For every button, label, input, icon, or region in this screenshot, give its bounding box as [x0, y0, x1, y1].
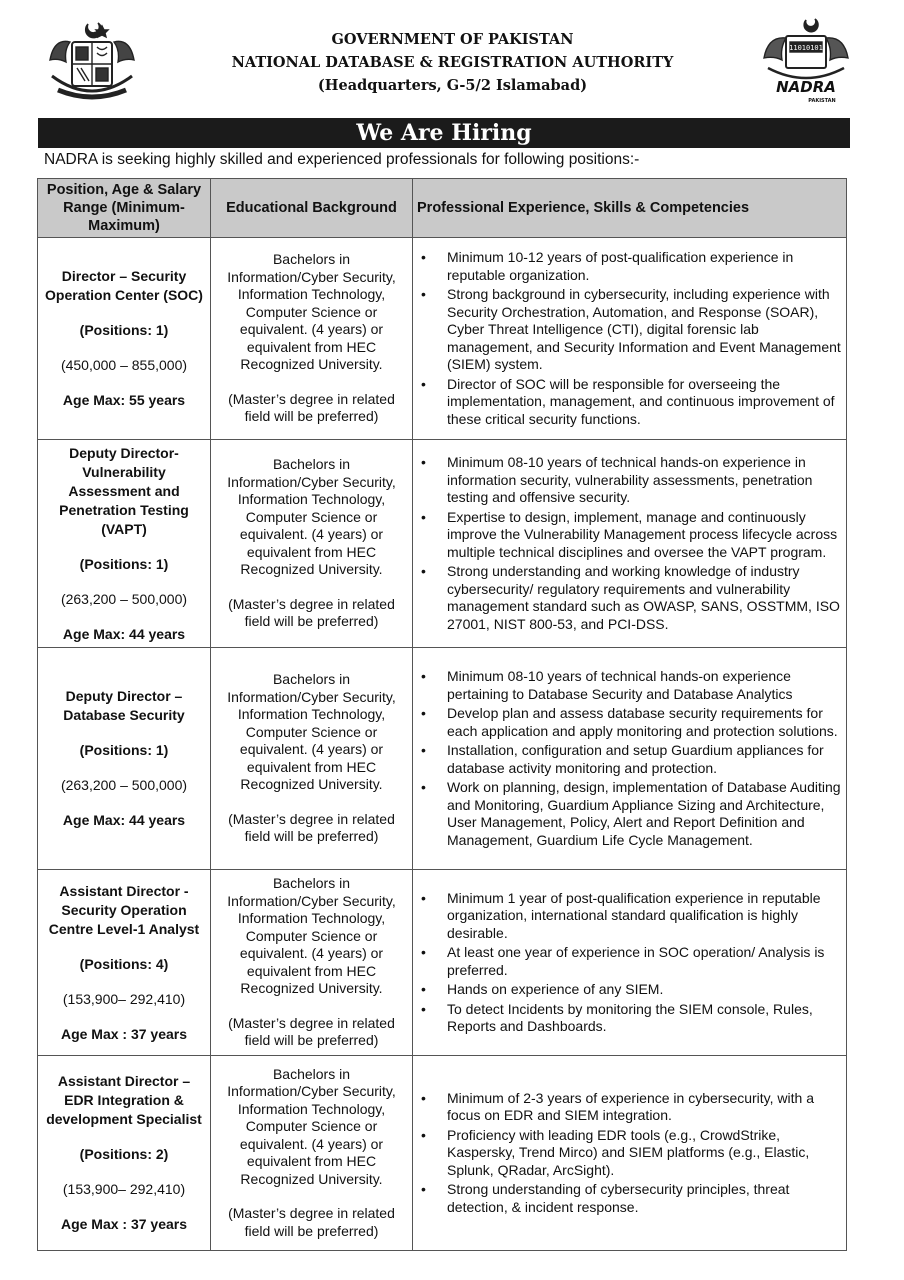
header-address: (Headquarters, G-5/2 Islamabad) — [317, 77, 588, 94]
experience-cell — [413, 870, 847, 1056]
position-title: Assistant Director – EDR Integration & development Specialist — [46, 1073, 202, 1127]
position-count: (Positions: 2) — [79, 1146, 169, 1162]
education-cell — [211, 1056, 413, 1251]
experience-bullet: • Expertise to design, implement, manage and continuously improve the Vulnerability Management process lifecycle across multiple technical disciplines and oversee the VAPT program. — [417, 509, 844, 562]
position-title: Assistant Director - Security Operation Centre Level-1 Analyst — [48, 882, 200, 937]
age-max: Age Max : 37 years — [60, 1216, 188, 1232]
experience-list — [417, 668, 844, 849]
experience-bullet: • Strong understanding of cybersecurity principles, threat detection, & incident response. — [417, 1181, 844, 1216]
government-emblem-icon — [44, 20, 140, 106]
position-count: (Positions: 4) — [79, 955, 169, 972]
column-header-education: Educational Background — [211, 179, 413, 238]
preferred-degree-note: (Master’s degree in related field will be preferred) — [228, 1014, 395, 1049]
education-text: Bachelors in Information/Cyber Security, Information Technology, Computer Science or equivalent. (4 years) or equivalent from HEC Recognized University. — [227, 671, 396, 793]
preferred-degree-note: (Master’s degree in related field will be preferred) — [228, 1205, 395, 1239]
experience-bullet: • Strong understanding and working knowledge of industry cybersecurity/ regulatory requirements and vulnerability management standard such as OWASP, SANS, OSSTMM, ISO 27001, NIST 800-53, and PCI-DSS. — [417, 563, 844, 633]
experience-bullet: • Minimum 08-10 years of technical hands-on experience in information security, vulnerability assessments, penetration testing and offensive security. — [417, 454, 844, 507]
experience-bullet: • Proficiency with leading EDR tools (e.g., CrowdStrike, Kaspersky, Trend Mirco) and SIEM platforms (e.g., Elastic, Splunk, QRadar, ArcSight). — [417, 1127, 844, 1180]
salary-range: (153,900– 292,410) — [62, 990, 186, 1007]
education-text: Bachelors in Information/Cyber Security, Information Technology, Computer Science or equivalent. (4 years) or equivalent from HEC Recognized University. — [227, 1065, 396, 1187]
preferred-degree-note: (Master’s degree in related field will be preferred) — [228, 390, 395, 425]
experience-bullet: • Strong background in cybersecurity, including experience with Security Orchestration, Automation, and Response (SOAR), Cyber Threat Intelligence (CTI), digital forensic lab management, and Security Information and Event Management (SIEM) system. — [417, 286, 844, 374]
preferred-degree-note: (Master’s degree in related field will be preferred) — [228, 810, 395, 845]
position-cell — [38, 870, 211, 1056]
experience-bullet: • Installation, configuration and setup Guardium appliances for database activity monitoring and protection. — [417, 742, 844, 777]
experience-bullet: • Minimum 1 year of post-qualification experience in reputable organization, international standard qualification is highly desirable. — [417, 890, 844, 943]
position-cell — [38, 1056, 211, 1251]
positions-table — [37, 178, 847, 1251]
education-cell — [211, 870, 413, 1056]
experience-bullet: • Work on planning, design, implementation of Database Auditing and Monitoring, Guardium Appliance Sizing and Architecture, User Management, Policy, Alert and Report Definition and Management, Guardium Life Cycle Management. — [417, 779, 844, 849]
position-cell — [38, 648, 211, 870]
experience-list — [417, 890, 844, 1036]
age-max: Age Max : 37 years — [60, 1025, 188, 1042]
position-count: (Positions: 1) — [79, 555, 169, 572]
table-row — [38, 238, 847, 440]
table-row — [38, 648, 847, 870]
experience-bullet: • To detect Incidents by monitoring the SIEM console, Rules, Reports and Dashboards. — [417, 1001, 844, 1036]
hiring-banner: We Are Hiring — [38, 118, 850, 148]
experience-bullet: • Director of SOC will be responsible for overseeing the implementation, management, and continuous improvement of these critical security functions. — [417, 376, 844, 429]
education-cell — [211, 238, 413, 440]
preferred-degree-note: (Master’s degree in related field will be preferred) — [228, 595, 395, 630]
experience-bullet: • Minimum 10-12 years of post-qualification experience in reputable organization. — [417, 249, 844, 284]
experience-cell — [413, 1056, 847, 1251]
education-text: Bachelors in Information/Cyber Security, Information Technology, Computer Science or equivalent. (4 years) or equivalent from HEC Recognized University. — [227, 456, 396, 578]
svg-text:11010101: 11010101 — [789, 44, 823, 52]
table-row — [38, 1056, 847, 1251]
education-cell — [211, 648, 413, 870]
position-count: (Positions: 1) — [79, 322, 169, 338]
experience-bullet: • Minimum of 2-3 years of experience in cybersecurity, with a focus on EDR and SIEM integration. — [417, 1090, 844, 1125]
experience-list — [417, 454, 844, 633]
position-cell — [38, 238, 211, 440]
salary-range: (263,200 – 500,000) — [60, 590, 188, 607]
experience-bullet: • Develop plan and assess database security requirements for each application and apply monitoring and protection solutions. — [417, 705, 844, 740]
nadra-logo-subtext: PAKISTAN — [808, 98, 836, 104]
education-text: Bachelors in Information/Cyber Security, Information Technology, Computer Science or equivalent. (4 years) or equivalent from HEC Recognized University. — [227, 251, 396, 373]
experience-bullet: • Hands on experience of any SIEM. — [417, 981, 844, 999]
experience-cell — [413, 440, 847, 648]
experience-list — [417, 249, 844, 428]
nadra-logo — [756, 18, 856, 110]
position-title: Deputy Director – Database Security — [63, 688, 185, 723]
experience-list — [417, 1090, 844, 1217]
salary-range: (450,000 – 855,000) — [60, 357, 188, 373]
salary-range: (153,900– 292,410) — [62, 1181, 186, 1197]
experience-bullet: • At least one year of experience in SOC operation/ Analysis is preferred. — [417, 944, 844, 979]
header-government: GOVERNMENT OF PAKISTAN — [331, 31, 574, 48]
position-cell — [38, 440, 211, 648]
age-max: Age Max: 44 years — [62, 625, 186, 642]
education-text: Bachelors in Information/Cyber Security, Information Technology, Computer Science or equivalent. (4 years) or equivalent from HEC Recognized University. — [227, 875, 396, 997]
age-max: Age Max: 44 years — [62, 812, 186, 828]
column-header-experience: Professional Experience, Skills & Competencies — [413, 179, 847, 238]
nadra-logo-text: NADRA — [776, 78, 836, 96]
experience-cell — [413, 238, 847, 440]
education-cell — [211, 440, 413, 648]
position-title: Deputy Director-Vulnerability Assessment and Penetration Testing (VAPT) — [59, 444, 189, 537]
intro-text: NADRA is seeking highly skilled and experienced professionals for following positions:- — [44, 151, 640, 168]
experience-cell — [413, 648, 847, 870]
salary-range: (263,200 – 500,000) — [60, 777, 188, 793]
table-row — [38, 440, 847, 648]
position-count: (Positions: 1) — [79, 742, 169, 758]
header-authority: NATIONAL DATABASE & REGISTRATION AUTHORITY — [231, 54, 674, 71]
column-header-position: Position, Age & Salary Range (Minimum-Maximum) — [38, 179, 211, 238]
table-row — [38, 870, 847, 1056]
table-header-row — [38, 179, 847, 238]
experience-bullet: • Minimum 08-10 years of technical hands-on experience pertaining to Database Security and Database Analytics — [417, 668, 844, 703]
position-title: Director – Security Operation Center (SOC) — [45, 268, 203, 303]
age-max: Age Max: 55 years — [62, 392, 186, 408]
